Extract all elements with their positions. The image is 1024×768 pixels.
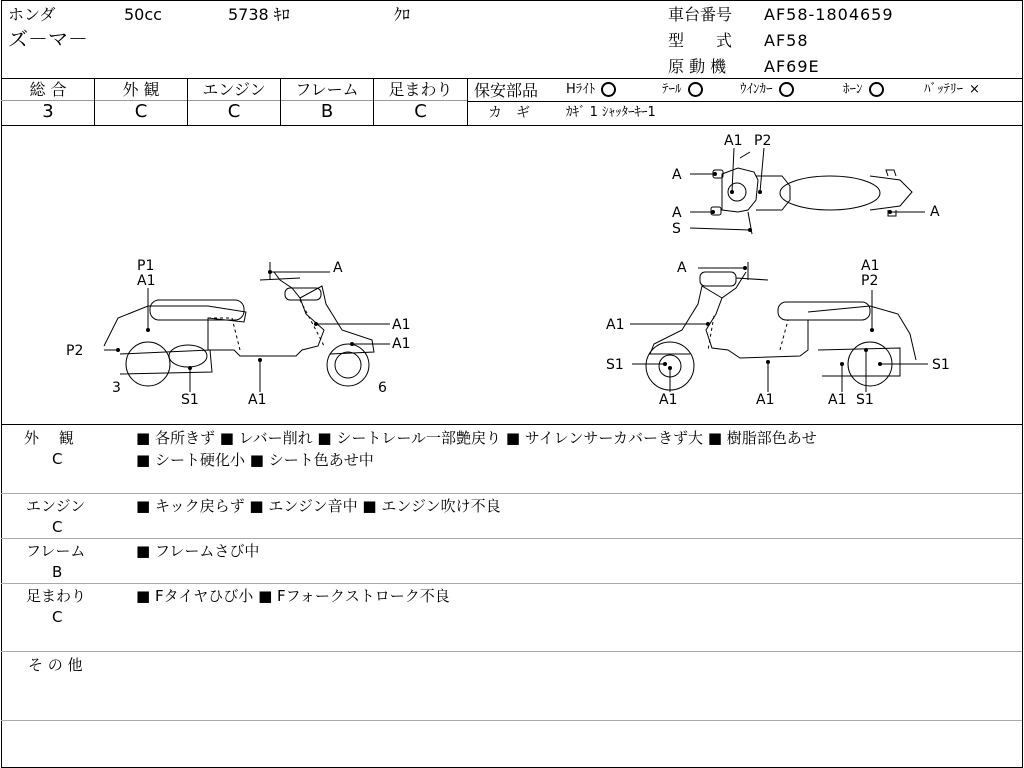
- safety-item-winker: [740, 82, 794, 98]
- safety-item-tail: [662, 82, 703, 98]
- detail-item: シートレール一部艶戻り: [336, 429, 502, 447]
- detail-line: ■ フレームさび中: [136, 542, 260, 560]
- damage-points: [116, 172, 892, 370]
- detail-item: レバー削れ: [238, 429, 313, 447]
- diagram-label: A: [672, 167, 682, 183]
- safety-item-label: ｳｲﾝｶｰ: [740, 82, 773, 97]
- body-color: ｸﾛ: [394, 5, 411, 24]
- diagram-label: A1: [756, 392, 775, 408]
- detail-item: エンジン音中: [268, 497, 358, 515]
- key-label: カ ギ: [488, 105, 530, 121]
- detail-item: エンジン吹け不良: [381, 497, 501, 515]
- divider: [1, 424, 1022, 425]
- detail-item: シート色あせ中: [268, 451, 374, 469]
- diagram-label: A: [930, 204, 940, 220]
- ok-circle-icon: [869, 82, 884, 97]
- diagram-label: A1: [137, 273, 156, 289]
- rating-value-engine: C: [227, 101, 241, 122]
- diagram-label: S1: [606, 357, 624, 373]
- detail-item: フレームさび中: [154, 542, 260, 560]
- detail-category: フレーム: [26, 542, 86, 560]
- detail-line: ■ 各所きず ■ レバー削れ ■ シートレール一部艶戻り ■ サイレンサーカバーきず大 ■ 樹脂部色あせ: [136, 429, 817, 447]
- engine-label: 原 動 機: [668, 57, 727, 76]
- diagram-label: 3: [112, 380, 121, 396]
- diagram-label: P2: [66, 343, 84, 359]
- frame-no-label: 車台番号: [668, 5, 733, 24]
- engine-value: AF69E: [764, 57, 820, 76]
- diagram-label: A1: [828, 392, 847, 408]
- safety-item-label: ﾎｰﾝ: [843, 82, 863, 97]
- detail-item: シート硬化小: [154, 451, 245, 469]
- detail-category: エンジン: [26, 497, 86, 515]
- divider: [1, 78, 1022, 79]
- safety-item-label: ﾊﾞｯﾃﾘｰ: [924, 82, 963, 97]
- ng-cross-icon: ×: [969, 82, 980, 97]
- frame-no-value: AF58-1804659: [764, 5, 894, 24]
- detail-category: 足まわり: [26, 587, 87, 605]
- diagram-label: S: [672, 221, 681, 237]
- ok-circle-icon: [688, 82, 703, 97]
- rating-header-overall: 総 合: [29, 80, 67, 99]
- safety-label: 保安部品: [474, 81, 539, 100]
- damage-diagram: [0, 126, 1024, 424]
- divider: [1, 720, 1022, 721]
- rating-value-frame: B: [320, 101, 334, 122]
- detail-category: 外 観: [24, 429, 74, 447]
- diagram-label: A1: [659, 392, 678, 408]
- detail-category: そ の 他: [28, 656, 83, 674]
- diagram-label: A1: [861, 258, 880, 274]
- detail-line: ■ キック戻らず ■ エンジン音中 ■ エンジン吹け不良: [136, 497, 501, 515]
- safety-item-label: ﾃｰﾙ: [662, 82, 682, 97]
- divider: [467, 101, 1022, 102]
- diagram-label: A1: [248, 392, 267, 408]
- rating-value-exterior: C: [134, 101, 148, 122]
- detail-item: Fフォークストローク不良: [277, 587, 450, 605]
- model-name: ズ－マ－: [8, 27, 88, 51]
- rating-header-exterior: 外 観: [122, 80, 160, 99]
- detail-grade: C: [52, 518, 63, 536]
- divider: [1, 583, 1022, 584]
- divider: [1, 493, 1022, 494]
- safety-item-battery: [924, 82, 980, 98]
- type-value: AF58: [764, 31, 809, 50]
- detail-item: 各所きず: [154, 429, 215, 447]
- ok-circle-icon: [601, 82, 616, 97]
- detail-line: ■ シート硬化小 ■ シート色あせ中: [136, 451, 374, 469]
- safety-item-headlight: [566, 82, 616, 98]
- diagram-label: S1: [932, 357, 950, 373]
- type-label: 型 式: [668, 31, 733, 50]
- diagram-label: P2: [754, 133, 772, 149]
- scooter-top-view: [711, 152, 912, 234]
- detail-item: Fタイヤひび小: [154, 587, 254, 605]
- leader-lines: [104, 148, 928, 392]
- detail-item: サイレンサーカバーきず大: [524, 429, 704, 447]
- detail-item: 樹脂部色あせ: [726, 429, 817, 447]
- diagram-label: A1: [724, 133, 743, 149]
- detail-grade: C: [52, 450, 63, 468]
- detail-grade: C: [52, 608, 63, 626]
- diagram-label: A1: [392, 336, 411, 352]
- displacement: 50cc: [124, 5, 162, 24]
- diagram-label: 6: [378, 380, 387, 396]
- diagram-label: S1: [181, 392, 199, 408]
- diagram-label: A1: [392, 317, 411, 333]
- mileage: 5738 ｷﾛ: [228, 5, 290, 24]
- rating-header-frame: フレーム: [295, 80, 359, 99]
- diagram-label: P2: [861, 273, 879, 289]
- detail-item: キック戻らず: [154, 497, 245, 515]
- diagram-label: P1: [137, 258, 155, 274]
- diagram-label: A1: [606, 317, 625, 333]
- maker-name: ホンダ: [8, 5, 56, 24]
- diagram-label: A: [677, 260, 687, 276]
- ok-circle-icon: [779, 82, 794, 97]
- detail-line: ■ Fタイヤひび小 ■ Fフォークストローク不良: [136, 587, 450, 605]
- rating-header-engine: エンジン: [202, 80, 266, 99]
- diagram-label: A: [333, 260, 343, 276]
- key-value: ｶｷﾞ 1 ｼｬｯﾀｰｷｰ1: [566, 105, 656, 120]
- diagram-label: S1: [856, 392, 874, 408]
- divider: [1, 651, 1022, 652]
- rating-value-suspension: C: [414, 101, 427, 122]
- rating-header-suspension: 足まわり: [388, 80, 453, 99]
- diagram-label: A: [672, 205, 682, 221]
- safety-item-horn: [843, 82, 884, 98]
- divider: [467, 78, 468, 125]
- divider: [1, 538, 1022, 539]
- safety-item-label: Hﾗｲﾄ: [566, 82, 596, 97]
- rating-value-overall: 3: [42, 101, 54, 122]
- detail-grade: B: [52, 563, 63, 581]
